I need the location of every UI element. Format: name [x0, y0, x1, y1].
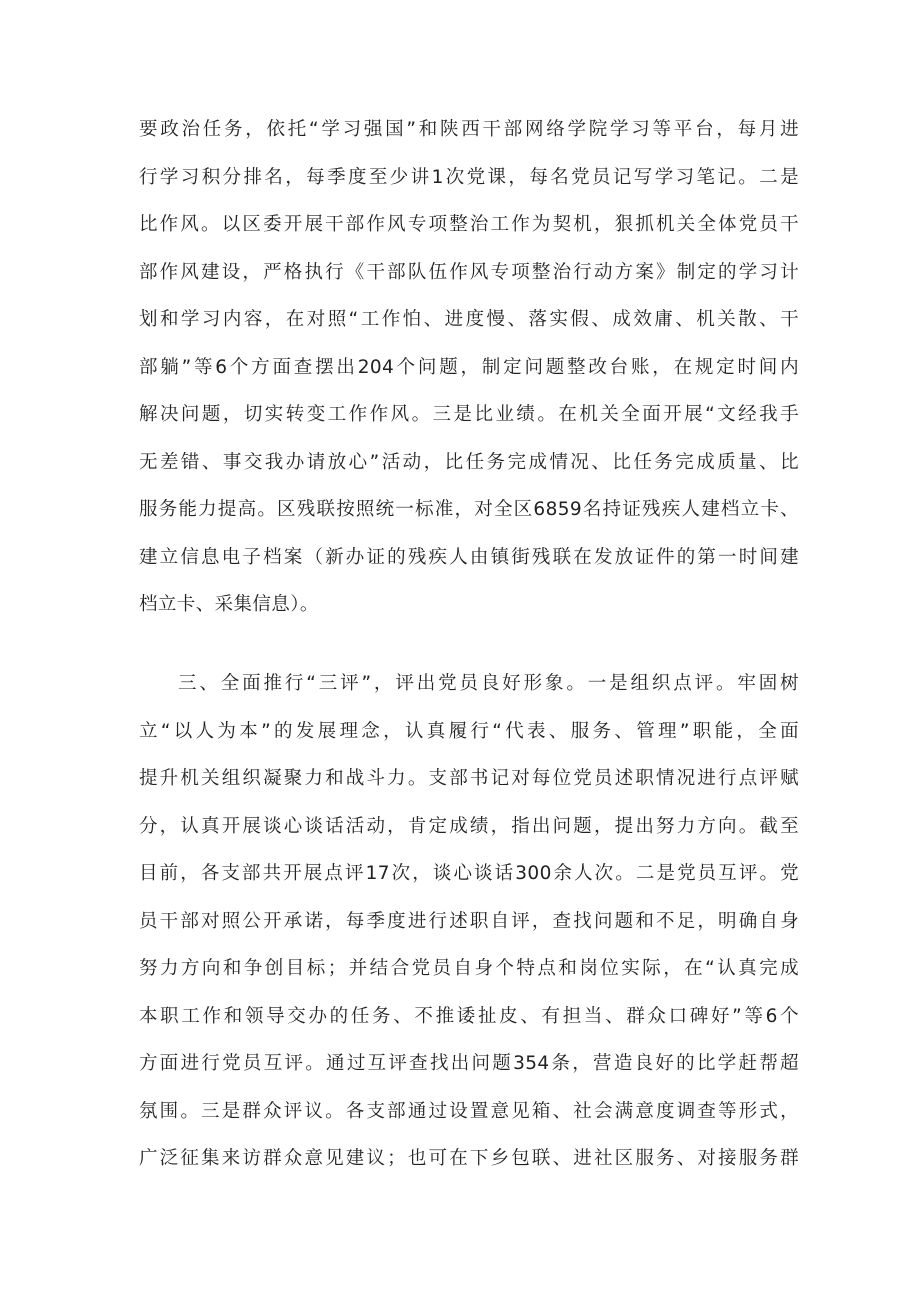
text-line: 建立信息电子档案（新办证的残疾人由镇街残联在发放证件的第一时间建	[139, 546, 799, 568]
text-line: 三、全面推行“三评”，评出党员良好形象。一是组织点评。牢固树	[178, 673, 799, 694]
text-line: 立“以人为本”的发展理念，认真履行“代表、服务、管理”职能，全面	[139, 720, 799, 742]
text-line: 档立卡、采集信息）。	[139, 594, 319, 615]
text-line: 服务能力提高。区残联按照统一标准，对全区6859名持证残疾人建档立卡、	[139, 499, 799, 520]
text-line: 无差错、事交我办请放心”活动，比任务完成情况、比任务完成质量、比	[139, 451, 799, 473]
text-line: 划和学习内容，在对照“工作怕、进度慢、落实假、成效庸、机关散、干	[139, 309, 799, 330]
text-line: 解决问题，切实转变工作作风。三是比业绩。在机关全面开展“文经我手	[139, 404, 799, 425]
text-line: 方面进行党员互评。通过互评查找出问题354条，营造良好的比学赶帮超	[139, 1053, 799, 1074]
text-line: 目前，各支部共开展点评17次，谈心谈话300余人次。二是党员互评。党	[139, 863, 799, 884]
text-line: 努力方向和争创目标；并结合党员自身个特点和岗位实际，在“认真完成	[139, 958, 799, 979]
text-line: 比作风。以区委开展干部作风专项整治工作为契机，狠抓机关全体党员干	[139, 214, 799, 235]
text-line: 氛围。三是群众评议。各支部通过设置意见箱、社会满意度调查等形式，	[139, 1100, 799, 1122]
text-line: 分，认真开展谈心谈话活动，肯定成绩，指出问题，提出努力方向。截至	[139, 815, 799, 837]
text-line: 行学习积分排名，每季度至少讲1次党课，每名党员记写学习笔记。二是	[139, 166, 799, 188]
text-line: 本职工作和领导交办的任务、不推诿扯皮、有担当、群众口碑好”等6个	[139, 1005, 799, 1027]
text-line: 要政治任务，依托“学习强国”和陕西干部网络学院学习等平台，每月进	[139, 119, 799, 140]
paragraph-2	[139, 660, 799, 1183]
paragraph-1	[139, 106, 799, 629]
text-line: 部作风建设，严格执行《干部队伍作风专项整治行动方案》制定的学习计	[139, 261, 799, 283]
text-line: 员干部对照公开承诺，每季度进行述职自评，查找问题和不足，明确自身	[139, 910, 799, 932]
text-line: 提升机关组织凝聚力和战斗力。支部书记对每位党员述职情况进行点评赋	[139, 768, 799, 789]
text-line: 广泛征集来访群众意见建议；也可在下乡包联、进社区服务、对接服务群	[139, 1148, 799, 1169]
text-line: 部躺”等6个方面查摆出204个问题，制定问题整改台账，在规定时间内	[139, 356, 799, 378]
